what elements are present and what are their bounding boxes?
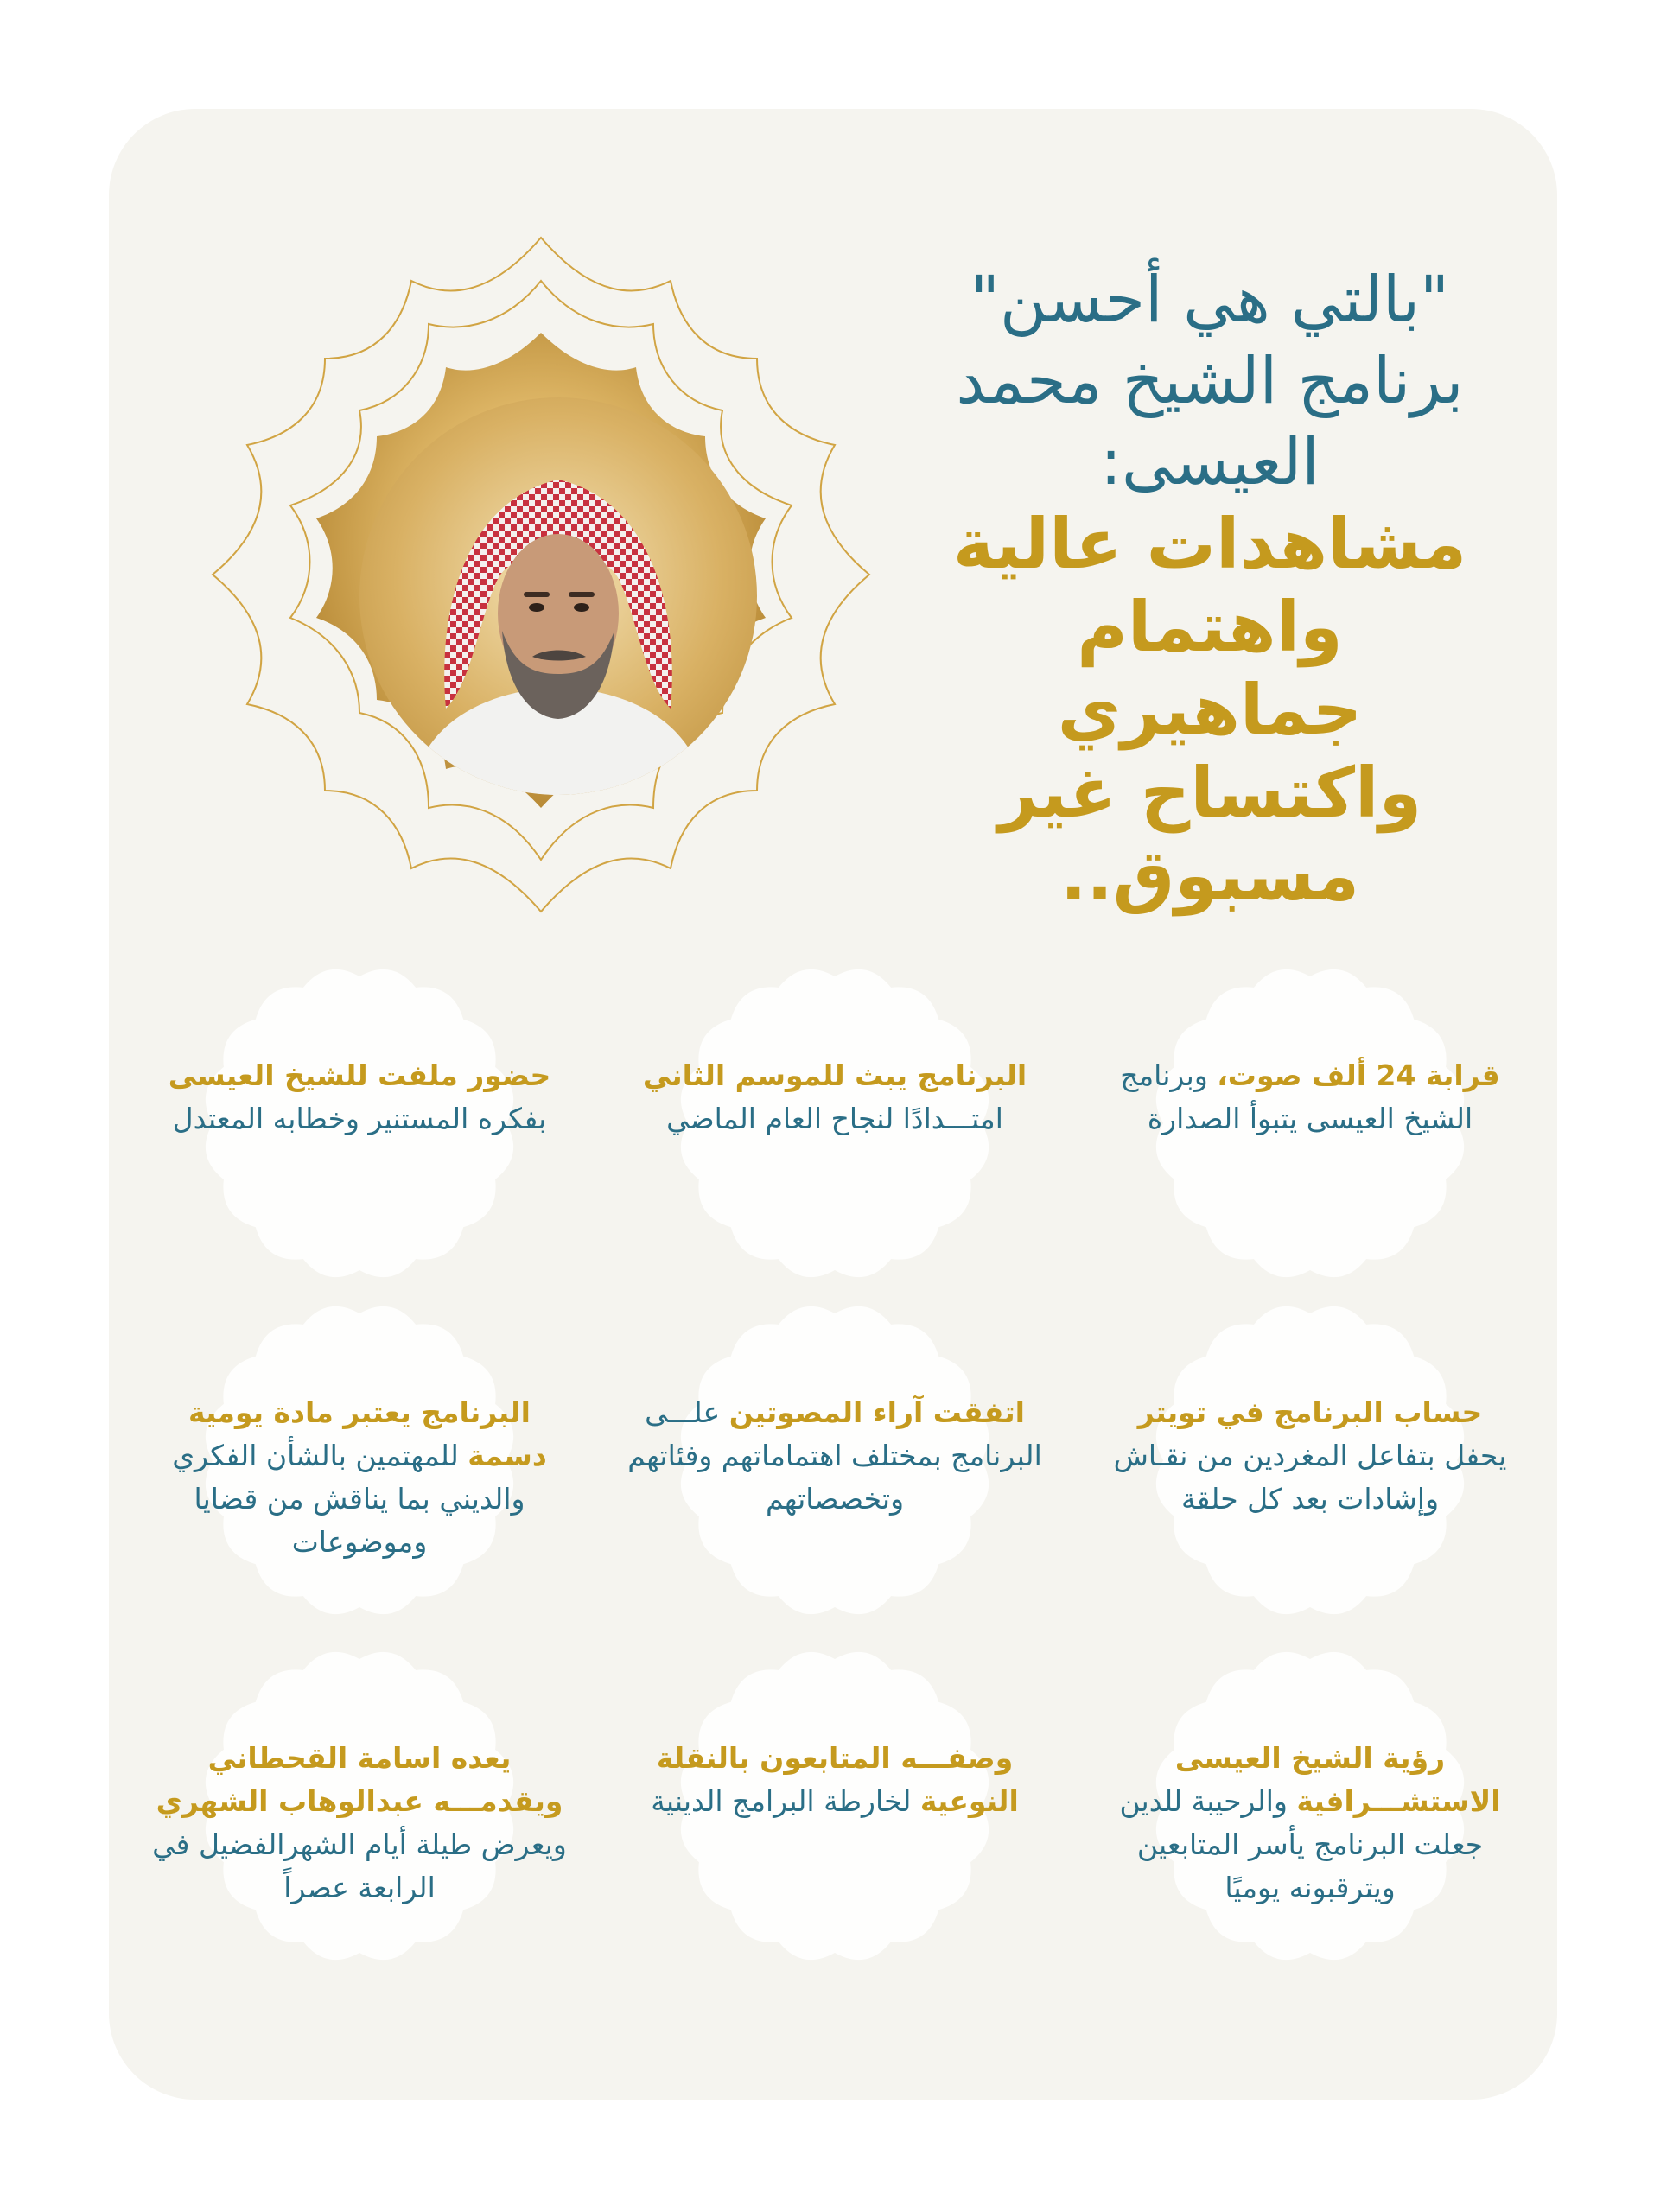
feature-description: بفكره المستنير وخطابه المعتدل (172, 1102, 547, 1135)
feature-description: وبرنامج الشيخ العيسى يتبوأ الصدارة (1120, 1058, 1473, 1135)
feature-highlight: البرنامج يبث للموسم الثاني (642, 1058, 1027, 1092)
feature-description: للمهتمين بالشأن الفكري والديني بما يناقش من قضايا وموضوعات (172, 1439, 525, 1559)
headline-highlight-3: واكتساح غير (997, 753, 1422, 833)
headline-highlight-4: مسبوق.. (1059, 836, 1360, 916)
feature-description: لخارطة البرامج الدينية (651, 1784, 920, 1818)
portrait (359, 397, 757, 795)
feature-highlight: رؤية الشيخ العيسى الاستشـــرافية (1174, 1741, 1501, 1818)
feature-item (610, 950, 1059, 1313)
feature-item (1085, 950, 1535, 1313)
feature-description: يحفل بتفاعل المغردين من نقـاش وإشادات بعد كل حلقة (1113, 1439, 1507, 1516)
feature-text (627, 1391, 1042, 1521)
feature-item (610, 1287, 1059, 1650)
headline-highlight-2: واهتمام جماهيري (1057, 587, 1363, 750)
feature-highlight: وصفـــه المتابعون بالنقلة النوعية (656, 1741, 1019, 1818)
feature-highlight: اتفقت آراء المصوتين (728, 1395, 1025, 1429)
feature-item (135, 950, 584, 1313)
feature-description: علـــى البرنامج بمختلف اهتماماتهم وفئاتهم وتخصصاتهم (627, 1395, 1042, 1516)
feature-item (610, 1633, 1059, 1996)
feature-item (135, 1633, 584, 1996)
portrait-photo-icon (359, 397, 757, 795)
feature-item (135, 1287, 584, 1650)
feature-description: والرحيبة للدين جعلت البرنامج يأسر المتابعين ويترقبونه يوميًا (1119, 1784, 1484, 1904)
feature-item (1085, 1633, 1535, 1996)
feature-text (627, 1054, 1042, 1141)
headline-highlight-1: مشاهدات عالية (952, 504, 1467, 584)
headline-name: العيسى: (1100, 425, 1320, 499)
headline (916, 259, 1504, 918)
feature-description: ويعرض طيلة أيام الشهرالفضيل في الرابعة عصراً (152, 1827, 567, 1904)
feature-item (1085, 1287, 1535, 1650)
feature-highlight: البرنامج يعتبر مادة يومية دسمة (188, 1395, 547, 1472)
feature-text (1103, 1391, 1517, 1521)
headline-quote: "بالتي هي أحسن" (970, 263, 1450, 337)
feature-text (627, 1737, 1042, 1823)
feature-highlight: حساب البرنامج في تويتر (1137, 1395, 1483, 1429)
feature-highlight: يعده اسامة القحطاني ويقدمـــه عبدالوهاب الشهري (156, 1741, 563, 1818)
feature-text (1103, 1054, 1517, 1141)
feature-text (152, 1391, 567, 1564)
feature-text (152, 1737, 567, 1910)
feature-text (1103, 1737, 1517, 1910)
feature-highlight: قرابة 24 ألف صوت، (1217, 1058, 1500, 1092)
feature-description: امتـــدادًا لنجاح العام الماضي (666, 1102, 1003, 1135)
feature-highlight: حضور ملفت للشيخ العيسى (168, 1058, 551, 1092)
feature-text (152, 1054, 567, 1141)
headline-program: برنامج الشيخ محمد (956, 344, 1464, 418)
feature-grid (109, 942, 1557, 2056)
